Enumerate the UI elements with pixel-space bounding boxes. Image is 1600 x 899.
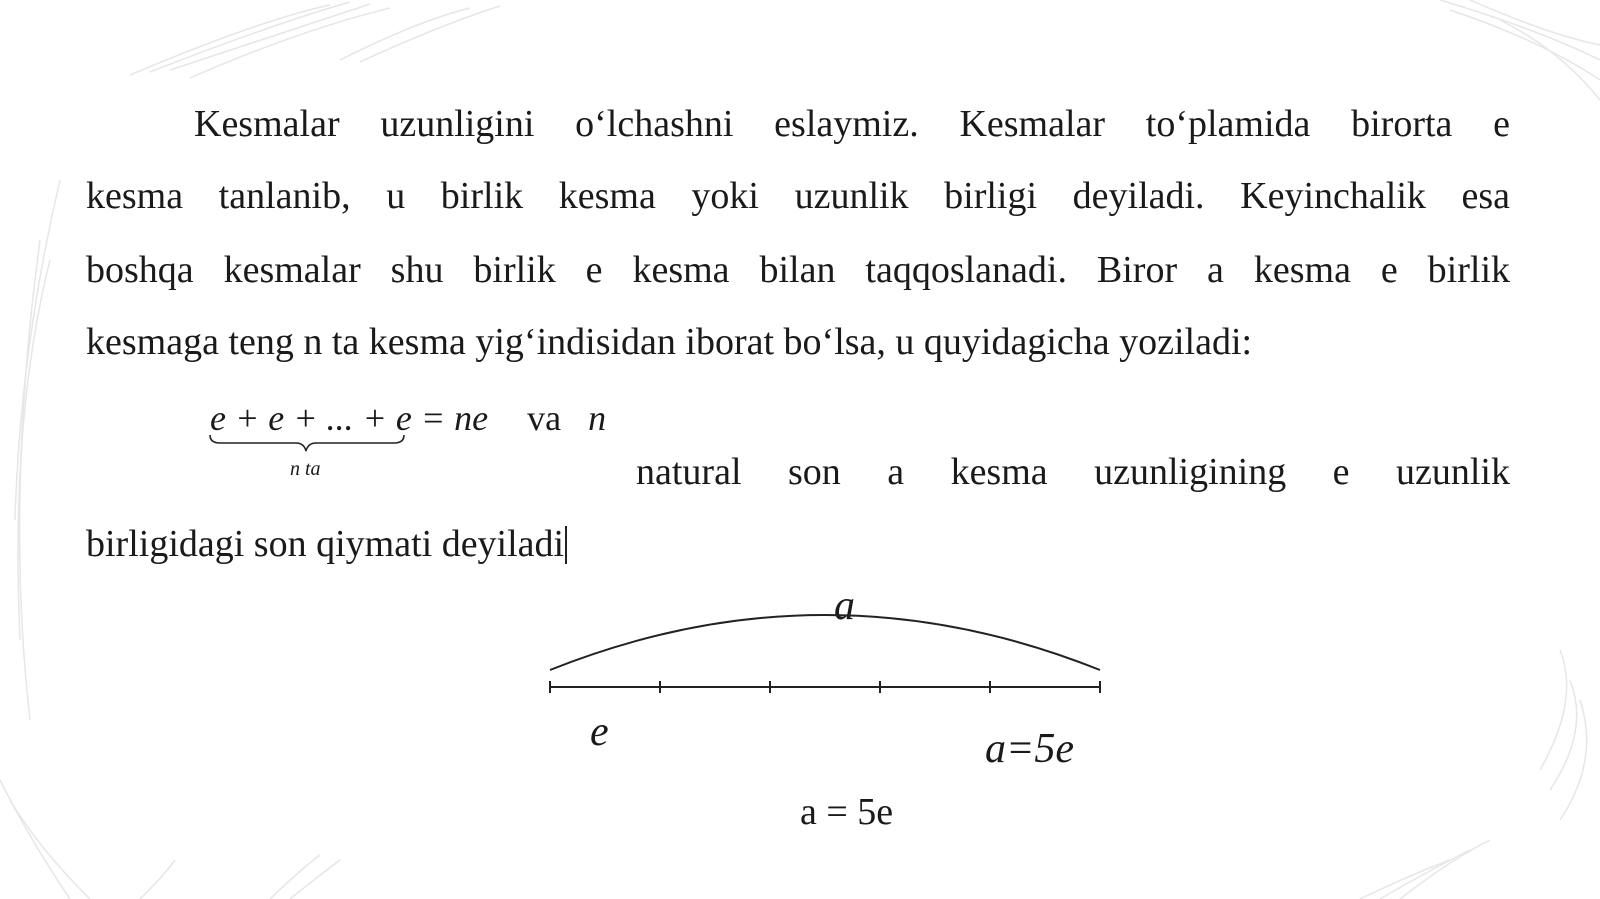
paragraph-line-6-text: birligidagi son qiymati deyiladi: [86, 523, 565, 565]
paragraph-line-1: Kesmalar uzunligini o‘lchashni eslaymiz. Kesmalar to‘plamida birorta e: [194, 103, 1510, 145]
formula-equals: = ne: [420, 398, 489, 438]
formula-va: va: [527, 398, 562, 438]
segment-diagram: [540, 585, 1120, 705]
text-cursor: [565, 526, 567, 564]
relation-label: a=5e: [985, 726, 1074, 772]
underbrace-label: n ta: [290, 458, 321, 480]
segment-a-arc: [550, 615, 1100, 670]
paragraph-line-6: [86, 522, 1510, 566]
caption: a = 5e: [800, 791, 894, 833]
paragraph-line-4: kesmaga teng n ta kesma yig‘indisidan iborat bo‘lsa, u quyidagicha yoziladi:: [86, 321, 1253, 363]
unit-e-label: e: [590, 709, 609, 755]
paragraph-line-2: kesma tanlanib, u birlik kesma yoki uzunlik birligi deyiladi. Keyinchalik esa: [86, 175, 1510, 217]
sum-formula: [210, 398, 606, 438]
underbrace: [208, 433, 408, 455]
paragraph-line-3: boshqa kesmalar shu birlik e kesma bilan taqqoslanadi. Biror a kesma e birlik: [86, 249, 1510, 291]
formula-sum: e + e + ... + e: [210, 398, 412, 438]
formula-n: n: [588, 398, 607, 438]
paragraph-line-5: natural son a kesma uzunligining e uzunlik: [636, 451, 1510, 493]
segment-a-label: a: [834, 583, 855, 629]
